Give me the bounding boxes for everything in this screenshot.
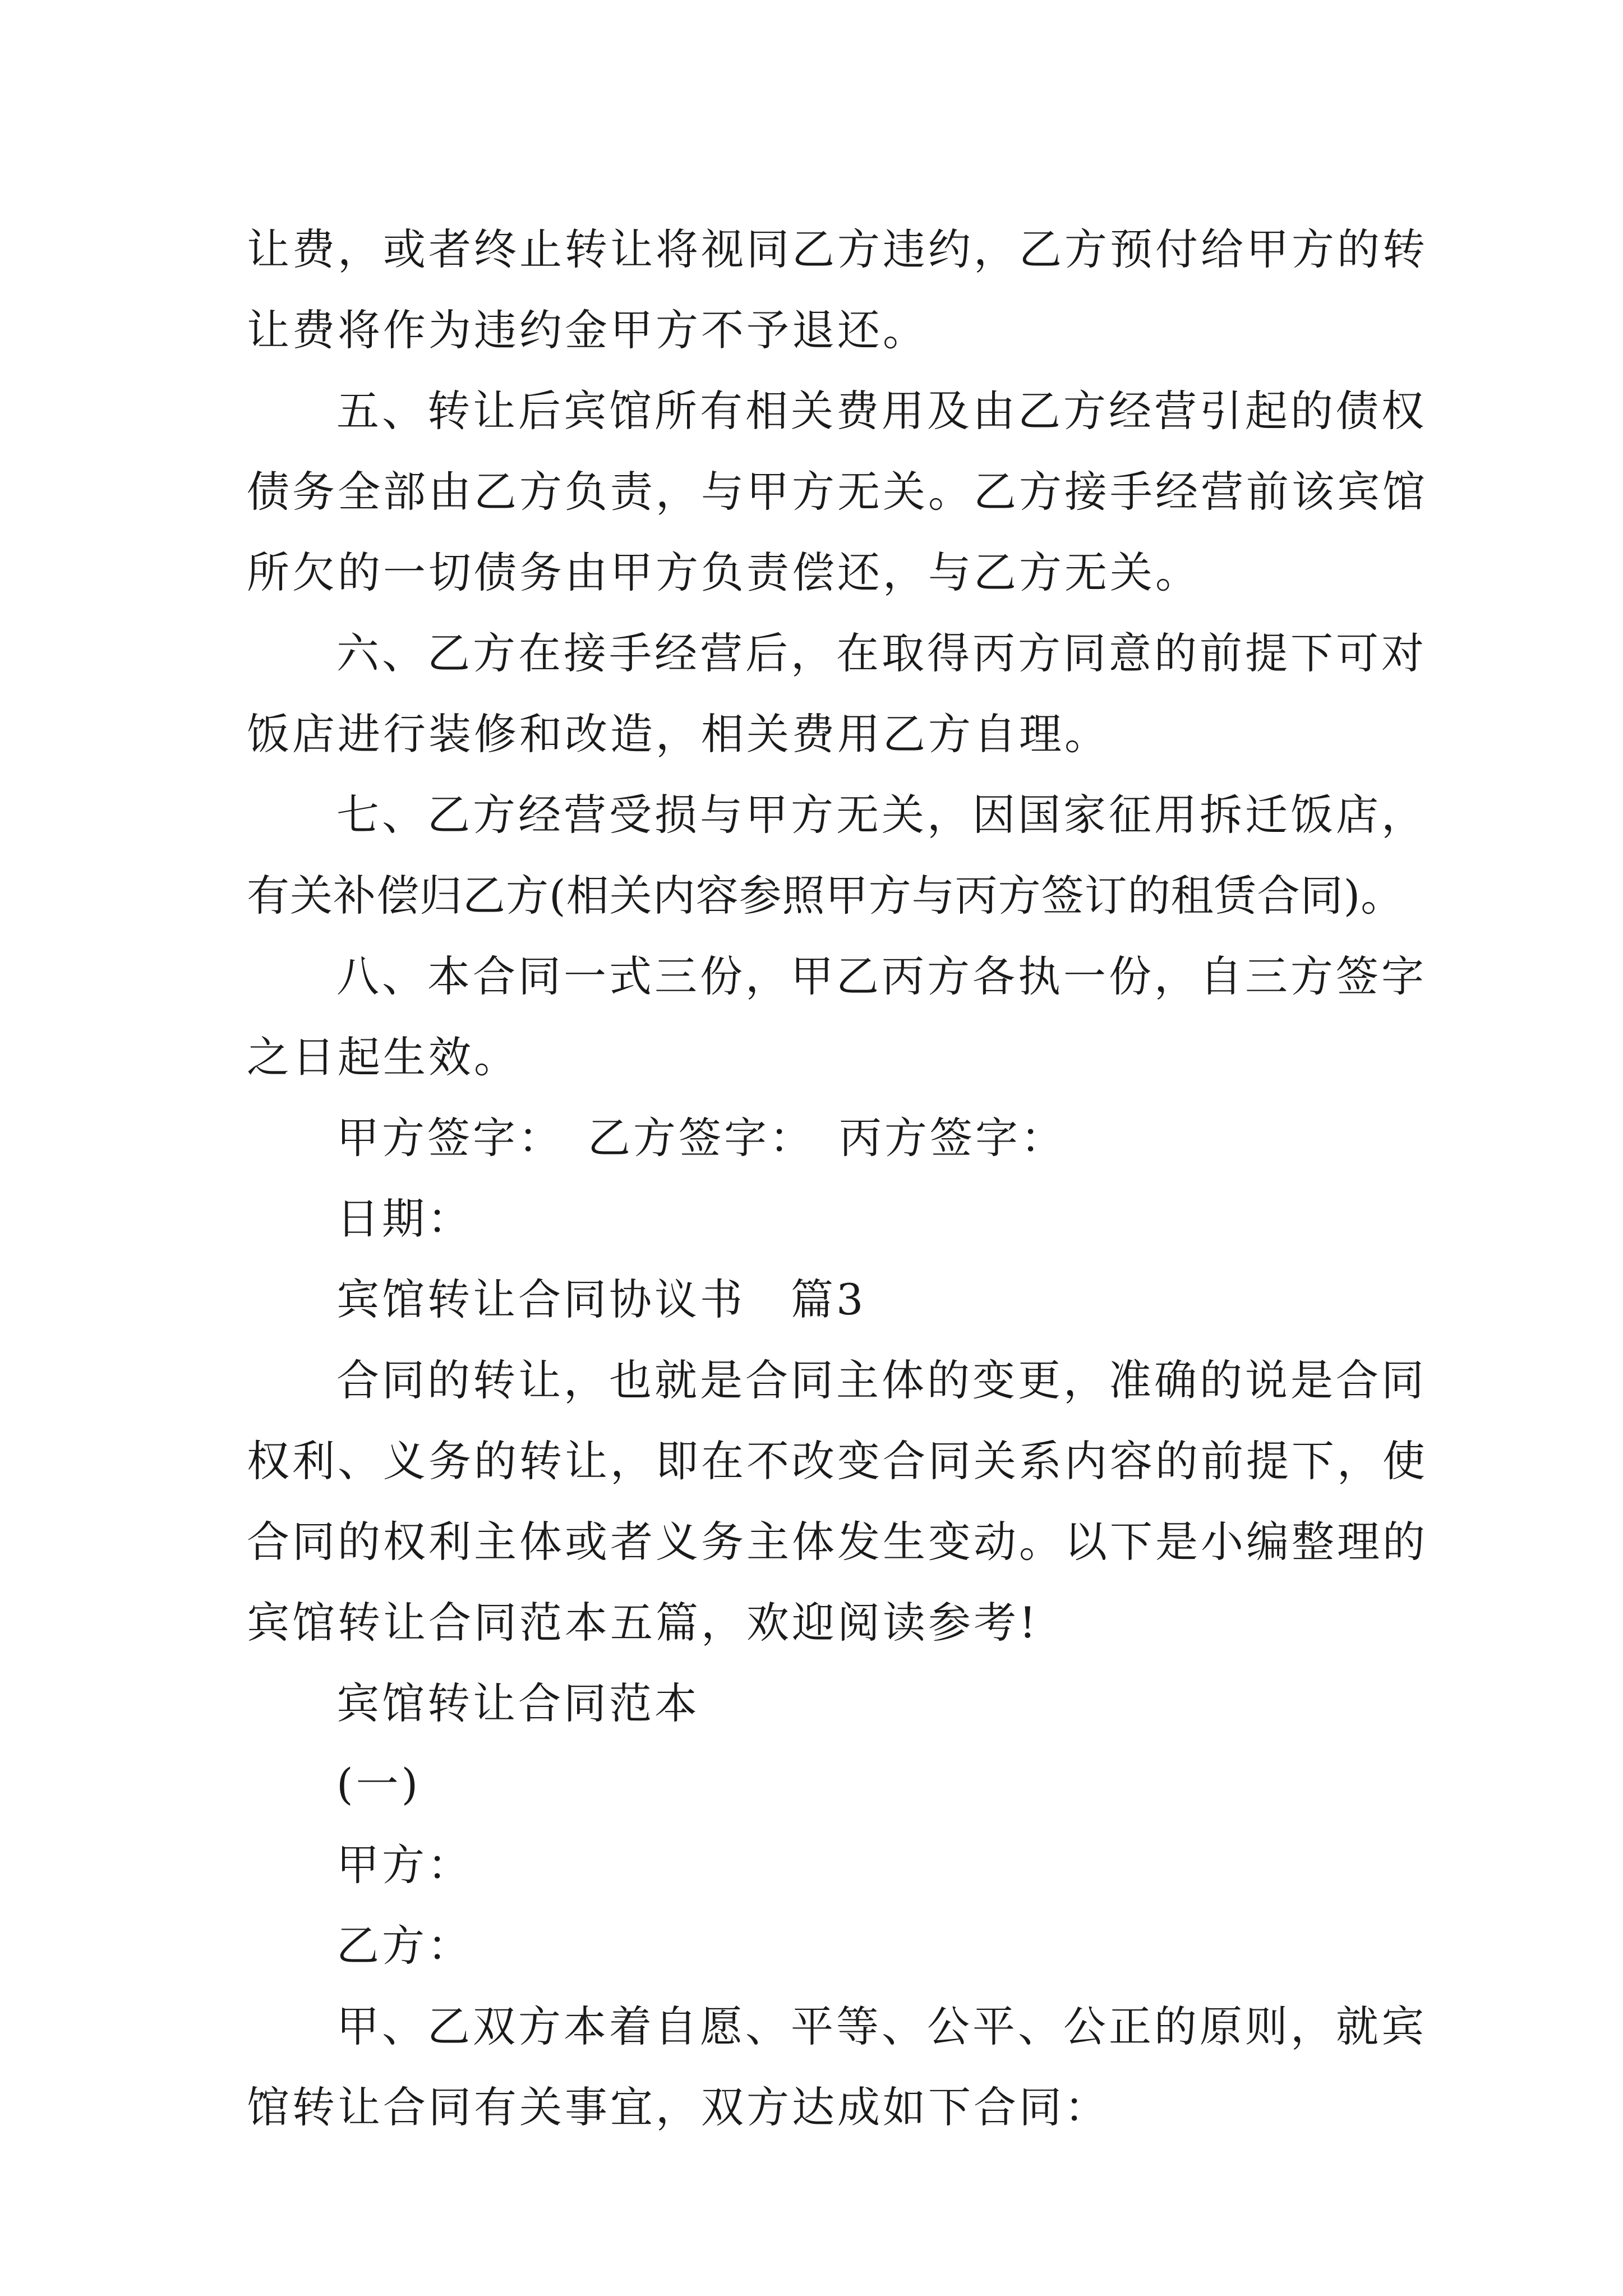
party-b-line: 乙方： xyxy=(336,1921,473,1971)
section-title: 宾馆转让合同协议书 篇3 xyxy=(336,1274,866,1324)
text-line: 饭店进行装修和改造，相关费用乙方自理。 xyxy=(247,709,1110,759)
party-a-line: 甲方： xyxy=(336,1840,473,1890)
text-line: 有关补偿归乙方(相关内容参照甲方与丙方签订的租赁合同)。 xyxy=(247,871,1404,921)
text-line: 之日起生效。 xyxy=(247,1032,519,1082)
text-line: 权利、义务的转让，即在不改变合同关系内容的前提下，使 xyxy=(247,1436,1428,1486)
text-line: 馆转让合同有关事宜，双方达成如下合同： xyxy=(247,2082,1110,2132)
text-line: 让费，或者终止转让将视同乙方违约，乙方预付给甲方的转 xyxy=(247,224,1428,274)
text-line: 合同的权利主体或者义务主体发生变动。以下是小编整理的 xyxy=(247,1517,1428,1567)
principle-line: 甲、乙双方本着自愿、平等、公平、公正的原则，就宾 xyxy=(336,2001,1427,2051)
template-title: 宾馆转让合同范本 xyxy=(336,1678,700,1728)
text-line: 所欠的一切债务由甲方负责偿还，与乙方无关。 xyxy=(247,547,1201,597)
clause-8-line: 八、本合同一式三份，甲乙丙方各执一份，自三方签字 xyxy=(336,951,1427,1001)
text-line: 债务全部由乙方负责，与甲方无关。乙方接手经营前该宾馆 xyxy=(247,467,1428,517)
document-body xyxy=(247,209,1428,2148)
clause-6-line: 六、乙方在接手经营后，在取得丙方同意的前提下可对 xyxy=(336,628,1427,678)
clause-7-line: 七、乙方经营受损与甲方无关，因国家征用拆迁饭店， xyxy=(336,790,1427,840)
signature-line: 甲方签字： 乙方签字： 丙方签字： xyxy=(336,1113,1066,1163)
date-line: 日期： xyxy=(336,1194,473,1244)
clause-5-line: 五、转让后宾馆所有相关费用及由乙方经营引起的债权 xyxy=(336,386,1427,436)
template-number: (一) xyxy=(336,1759,421,1809)
intro-line: 合同的转让，也就是合同主体的变更，准确的说是合同 xyxy=(336,1355,1427,1405)
text-line: 宾馆转让合同范本五篇，欢迎阅读参考! xyxy=(247,1598,1039,1648)
text-line: 让费将作为违约金甲方不予退还。 xyxy=(247,305,928,355)
